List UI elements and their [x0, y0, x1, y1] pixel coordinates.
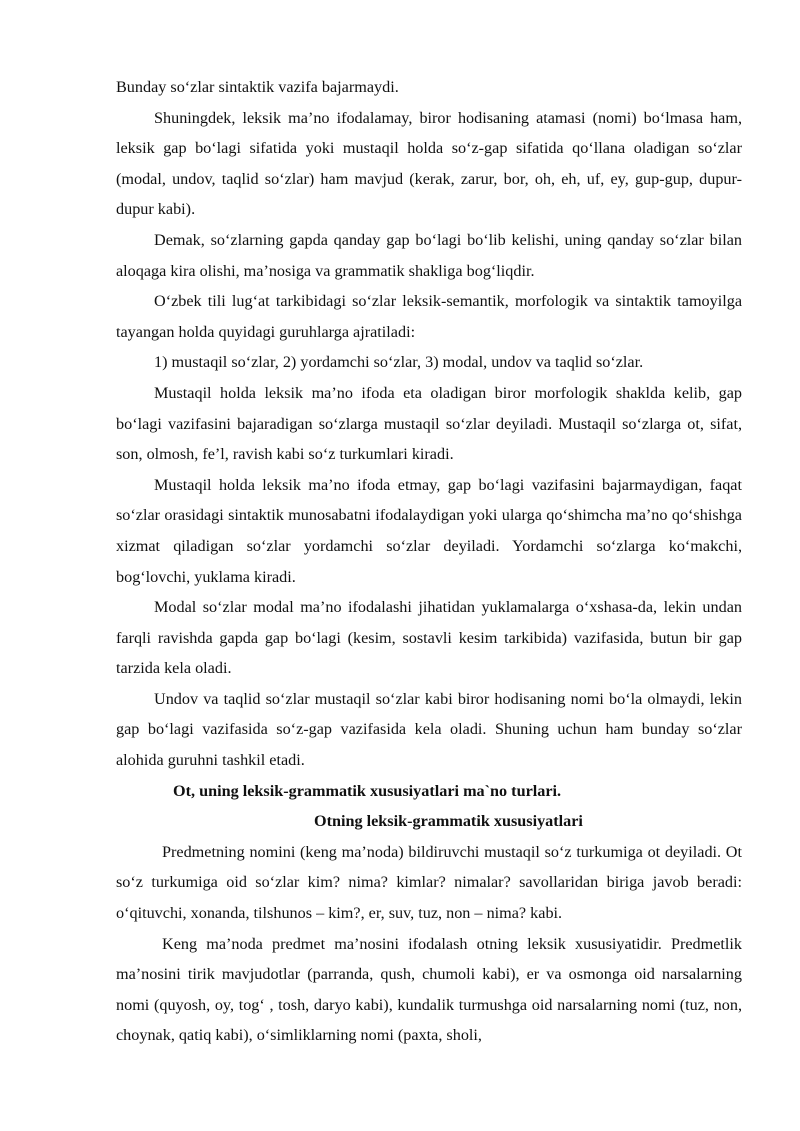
paragraph: Mustaqil holda leksik ma’no ifoda eta oladigan biror morfologik shaklda kelib, gap bo‘lagi vazifasini bajaradigan so‘zlarga mustaqil so‘zlar deyiladi. Mustaqil so‘zlarga ot, sifat, son, olmosh, fe’l, ravish kabi so‘z turkumlari kiradi. — [116, 383, 742, 464]
section-heading: Ot, uning leksik-grammatik xususiyatlari ma`no turlari. — [173, 781, 562, 800]
paragraph-list: 1) mustaqil so‘zlar, 2) yordamchi so‘zlar, 3) modal, undov va taqlid so‘zlar. — [154, 353, 644, 372]
paragraph: Shuningdek, leksik ma’no ifodalamay, biror hodisaning atamasi (nomi) bo‘lmasa ham, leksik gap bo‘lagi sifatida yoki mustaqil holda so‘z-gap sifatida qo‘llana oladigan so‘zlar (modal, undov, taqlid so‘zlar) ham mavjud (kerak, zarur, bor, oh, eh, uf, ey, gup-gup, dupur-dupur kabi). — [116, 108, 742, 219]
paragraph-continuation: Bunday so‘zlar sintaktik vazifa bajarmaydi. — [116, 78, 399, 96]
paragraph: Demak, so‘zlarning gapda qanday gap bo‘lagi bo‘lib kelishi, uning qanday so‘zlar bilan aloqaga kira olishi, ma’nosiga va grammatik shakliga bog‘liqdir. — [116, 230, 742, 280]
paragraph: Mustaqil holda leksik ma’no ifoda etmay, gap bo‘lagi vazifasini bajarmaydigan, faqat so‘zlar orasidagi sintaktik munosabatni ifodalaydigan yoki ularga qo‘shimcha ma’no qo‘shishga xizmat qiladigan so‘zlar yordamchi so‘zlar deyiladi. Yordamchi so‘zlarga ko‘makchi, bog‘lovchi, yuklama kiradi. — [116, 475, 742, 586]
paragraph: Undov va taqlid so‘zlar mustaqil so‘zlar kabi biror hodisaning nomi bo‘la olmaydi, lekin gap bo‘lagi vazifasida so‘z-gap vazifasida kela oladi. Shuning uchun ham bunday so‘zlar alohida guruhni tashkil etadi. — [116, 689, 742, 770]
paragraph: Keng ma’noda predmet ma’nosini ifodalash otning leksik xususiyatidir. Predmetlik ma’nosini tirik mavjudotlar (parranda, qush, chumoli kabi), er va osmonga oid narsalarning nomi (quyosh, oy, tog‘ , tosh, daryo kabi), kundalik turmushga oid narsalarning nomi (tuz, non, choynak, qatiq kabi), o‘simliklarning nomi (paxta, sholi, — [116, 934, 742, 1045]
paragraph: Modal so‘zlar modal ma’no ifodalashi jihatidan yuklamalarga o‘xshasa-da, lekin undan farqli ravishda gapda gap bo‘lagi (kesim, sostavli kesim tarkibida) vazifasida, butun bir gap tarzida kela oladi. — [116, 598, 742, 678]
paragraph: Predmetning nomini (keng ma’noda) bildiruvchi mustaqil so‘z turkumiga ot deyiladi. Ot so‘z turkumiga oid so‘zlar kim? nima? kimlar? nimalar? savollaridan biriga javob beradi: o‘qituvchi, xonanda, tilshunos – kim?, er, suv, tuz, non – nima? kabi. — [116, 842, 742, 923]
subsection-heading: Otning leksik-grammatik xususiyatlari — [314, 812, 583, 831]
paragraph: O‘zbek tili lug‘at tarkibidagi so‘zlar leksik-semantik, morfologik va sintaktik tamoyilga tayangan holda quyidagi guruhlarga ajratiladi: — [116, 292, 742, 341]
document-page — [116, 72, 742, 1051]
